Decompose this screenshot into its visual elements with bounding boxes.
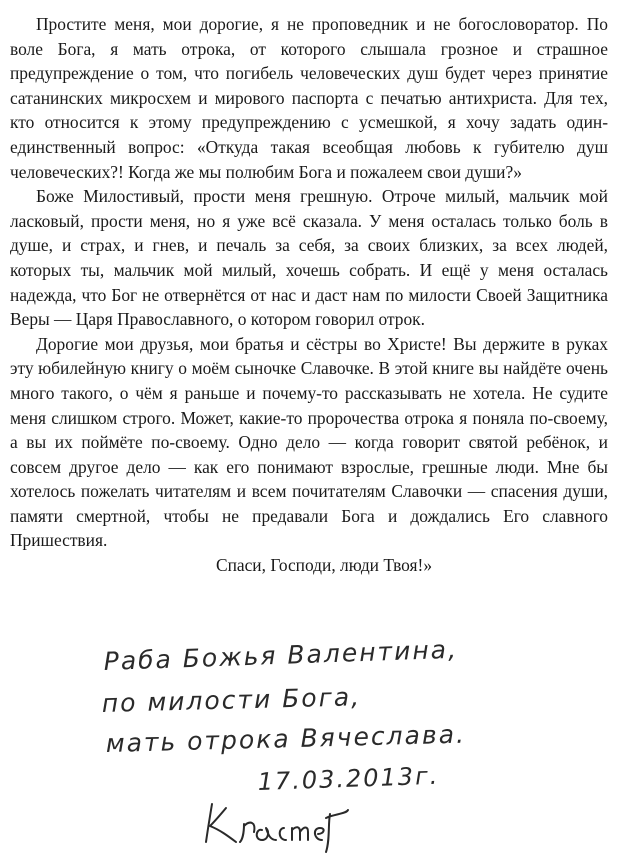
paragraph-1: Простите меня, мои дорогие, я не проповедник и не богословоратор. По воле Бога, я мать отрока, от которого слышала грозное и страшное предупреждение о том, что погибель человеческих душ будет через принятие сатанинских микросхем и мирового паспорта с печатью антихриста. Для тех, кто относится к этому предупреждению с усмешкой, я хочу задать один-единственный вопрос: «Откуда такая всеобщая любовь к губителю душ человеческих?! Когда же мы полюбим Бога и пожалеем свои души?» — [10, 14, 608, 182]
signature-line-1: Раба Божья Валентина, — [103, 634, 459, 676]
handwritten-signature-block — [0, 628, 620, 858]
handwriting-svg — [0, 628, 620, 858]
signature-line-3: мать отрока Вячеслава. — [105, 719, 467, 758]
autograph-scribble — [206, 804, 348, 852]
letter-body — [10, 12, 608, 578]
paragraph-3: Дорогие мои друзья, мои братья и сёстры во Христе! Вы держите в руках эту юбилейную книгу о моём сыночке Славочке. В этой книге вы найдёте очень много такого, о чём я раньше и почему-то рассказывать не хотела. Не судите меня слишком строго. Может, какие-то пророчества отрока я поняла по-своему, а вы их поймёте по-своему. Одно дело — когда говорит святой ребёнок, и совсем другое дело — как его понимают взрослые, грешные люди. Мне бы хотелось пожелать читателям и всем почитателям Славочки — спасения души, памяти смертной, чтобы не предавали Бога и дождались Его славного Пришествия. — [10, 333, 608, 551]
paragraph-2: Боже Милостивый, прости меня грешную. Отроче милый, мальчик мой ласковый, прости меня, но я уже всё сказала. У меня осталась только боль в душе, и страх, и гнев, и печаль за себя, за своих близких, за всех людей, которых ты, мальчик мой милый, хочешь собрать. И ещё у меня осталась надежда, что Бог не отвернётся от нас и даст нам по милости Своей Защитника Веры — Царя Православного, о котором говорил отрок. — [10, 186, 608, 330]
closing-line: Спаси, Господи, люди Твоя!» — [215, 555, 433, 576]
signature-date: 17.03.2013г. — [257, 761, 440, 796]
signature-line-2: по милости Бога, — [101, 682, 362, 718]
